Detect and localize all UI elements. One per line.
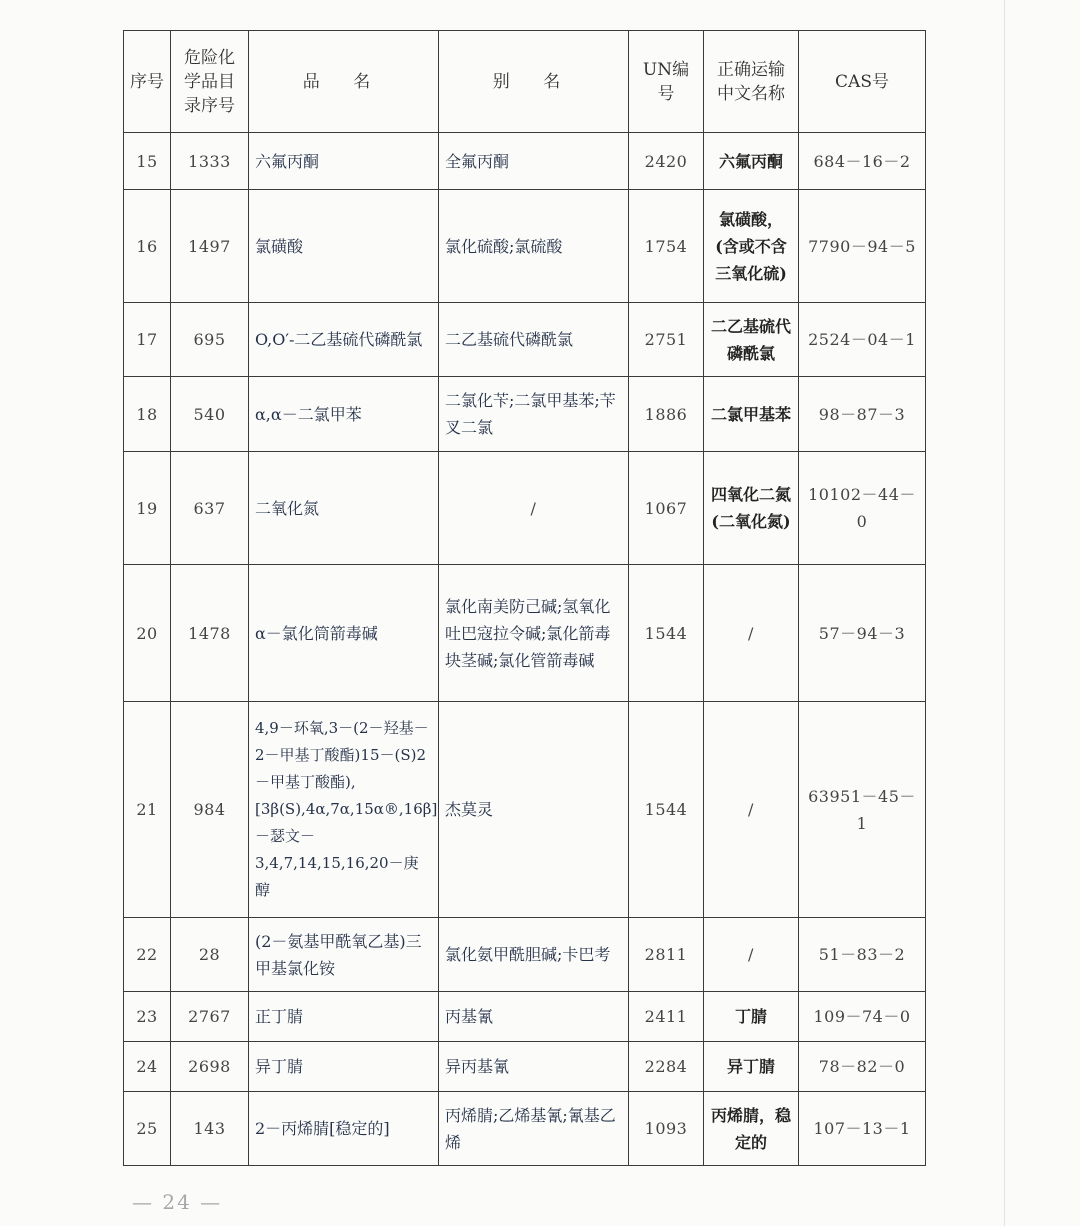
page-edge-divider [1004, 0, 1005, 1226]
cell-un: 2751 [629, 303, 704, 377]
cell-name: α－氯化筒箭毒碱 [249, 565, 439, 702]
cell-name: 异丁腈 [249, 1042, 439, 1092]
cell-transport-name: 异丁腈 [704, 1042, 799, 1092]
cell-seq: 15 [124, 133, 171, 190]
cell-un: 1544 [629, 702, 704, 918]
table-row [124, 565, 926, 702]
cell-transport-name: 四氧化二氮(二氧化氮) [704, 452, 799, 565]
header-seq: 序号 [124, 31, 171, 133]
cell-seq: 20 [124, 565, 171, 702]
cell-transport-name: / [704, 565, 799, 702]
cell-name: 二氧化氮 [249, 452, 439, 565]
cell-seq: 16 [124, 190, 171, 303]
cell-alias: 氯化硫酸;氯硫酸 [439, 190, 629, 303]
cell-seq: 24 [124, 1042, 171, 1092]
page-number-footer: — 24 — [132, 1190, 223, 1214]
cell-cas: 63951－45－1 [799, 702, 926, 918]
hazardous-chemicals-table [123, 30, 926, 1166]
cell-un: 1093 [629, 1092, 704, 1166]
cell-alias: 二乙基硫代磷酰氯 [439, 303, 629, 377]
cell-catalog-no: 695 [171, 303, 249, 377]
cell-name: 正丁腈 [249, 992, 439, 1042]
cell-cas: 78－82－0 [799, 1042, 926, 1092]
table-row [124, 190, 926, 303]
cell-cas: 98－87－3 [799, 377, 926, 452]
cell-transport-name: 丙烯腈，稳定的 [704, 1092, 799, 1166]
cell-cas: 57－94－3 [799, 565, 926, 702]
cell-alias: 异丙基氰 [439, 1042, 629, 1092]
header-alias: 别 名 [439, 31, 629, 133]
cell-un: 2811 [629, 918, 704, 992]
cell-un: 1886 [629, 377, 704, 452]
table-row [124, 918, 926, 992]
table-row [124, 452, 926, 565]
cell-transport-name: 二乙基硫代磷酰氯 [704, 303, 799, 377]
header-transport-name: 正确运输中文名称 [704, 31, 799, 133]
cell-cas: 10102－44－0 [799, 452, 926, 565]
cell-seq: 25 [124, 1092, 171, 1166]
table-row [124, 1042, 926, 1092]
cell-catalog-no: 2767 [171, 992, 249, 1042]
cell-un: 2284 [629, 1042, 704, 1092]
cell-name: (2－氨基甲酰氧乙基)三甲基氯化铵 [249, 918, 439, 992]
cell-transport-name: 六氟丙酮 [704, 133, 799, 190]
cell-catalog-no: 2698 [171, 1042, 249, 1092]
cell-catalog-no: 28 [171, 918, 249, 992]
cell-seq: 17 [124, 303, 171, 377]
cell-un: 1067 [629, 452, 704, 565]
cell-cas: 684－16－2 [799, 133, 926, 190]
cell-seq: 21 [124, 702, 171, 918]
cell-transport-name: 丁腈 [704, 992, 799, 1042]
cell-un: 1754 [629, 190, 704, 303]
cell-name: 氯磺酸 [249, 190, 439, 303]
cell-alias: 氯化氨甲酰胆碱;卡巴考 [439, 918, 629, 992]
header-catalog-no: 危险化学品目录序号 [171, 31, 249, 133]
cell-catalog-no: 984 [171, 702, 249, 918]
header-name: 品 名 [249, 31, 439, 133]
cell-cas: 109－74－0 [799, 992, 926, 1042]
cell-alias: 丙烯腈;乙烯基氰;氰基乙烯 [439, 1092, 629, 1166]
table-row [124, 133, 926, 190]
cell-catalog-no: 1333 [171, 133, 249, 190]
cell-transport-name: / [704, 702, 799, 918]
cell-alias: 二氯化苄;二氯甲基苯;苄叉二氯 [439, 377, 629, 452]
cell-name: 六氟丙酮 [249, 133, 439, 190]
cell-catalog-no: 1497 [171, 190, 249, 303]
cell-seq: 22 [124, 918, 171, 992]
cell-name: O,O′-二乙基硫代磷酰氯 [249, 303, 439, 377]
cell-un: 2411 [629, 992, 704, 1042]
cell-seq: 18 [124, 377, 171, 452]
cell-alias: 全氟丙酮 [439, 133, 629, 190]
table-row [124, 1092, 926, 1166]
cell-cas: 107－13－1 [799, 1092, 926, 1166]
cell-alias: 杰莫灵 [439, 702, 629, 918]
cell-catalog-no: 143 [171, 1092, 249, 1166]
cell-un: 1544 [629, 565, 704, 702]
cell-alias: 丙基氰 [439, 992, 629, 1042]
cell-seq: 23 [124, 992, 171, 1042]
cell-name: α,α－二氯甲苯 [249, 377, 439, 452]
cell-transport-name: 二氯甲基苯 [704, 377, 799, 452]
header-un: UN编号 [629, 31, 704, 133]
cell-cas: 51－83－2 [799, 918, 926, 992]
cell-transport-name: / [704, 918, 799, 992]
cell-un: 2420 [629, 133, 704, 190]
cell-catalog-no: 1478 [171, 565, 249, 702]
table-row [124, 303, 926, 377]
table-row [124, 992, 926, 1042]
table-row [124, 377, 926, 452]
cell-name: 4,9－环氧,3－(2－羟基－2－甲基丁酸酯)15－(S)2－甲基丁酸酯),[3β(S),4α,7α,15α®,16β]－瑟文－3,4,7,14,15,16,20－庚醇 [249, 702, 439, 918]
table-header-row [124, 31, 926, 133]
cell-alias: 氯化南美防己碱;氢氧化吐巴寇拉令碱;氯化箭毒块茎碱;氯化管箭毒碱 [439, 565, 629, 702]
cell-catalog-no: 637 [171, 452, 249, 565]
header-cas: CAS号 [799, 31, 926, 133]
cell-cas: 7790－94－5 [799, 190, 926, 303]
cell-transport-name: 氯磺酸，(含或不含三氧化硫) [704, 190, 799, 303]
cell-alias: / [439, 452, 629, 565]
table-row [124, 702, 926, 918]
cell-cas: 2524－04－1 [799, 303, 926, 377]
cell-name: 2－丙烯腈[稳定的] [249, 1092, 439, 1166]
cell-seq: 19 [124, 452, 171, 565]
cell-catalog-no: 540 [171, 377, 249, 452]
